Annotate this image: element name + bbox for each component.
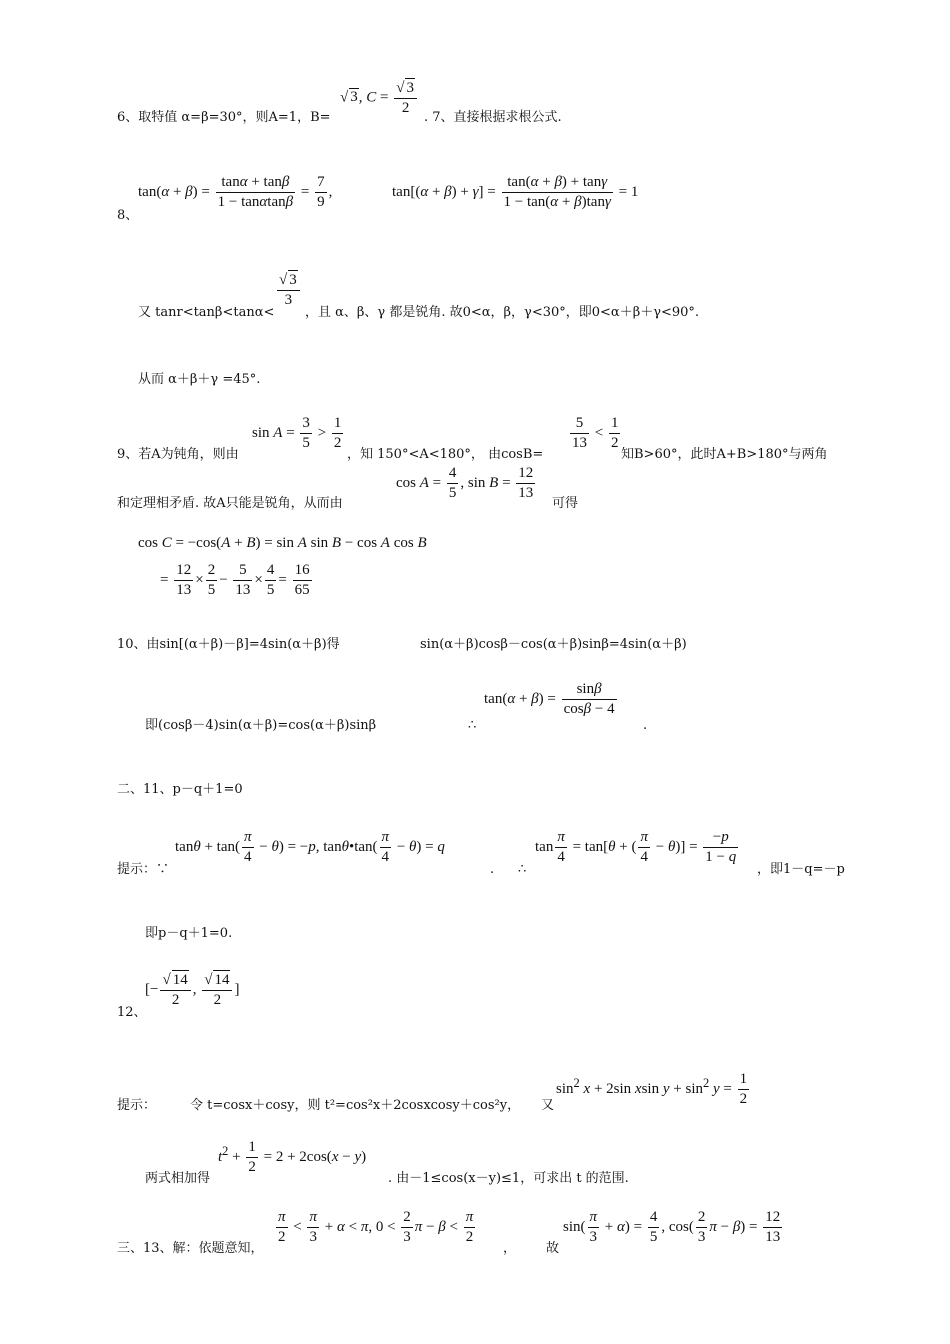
p11-answer: 二、11、p－q＋1=0 xyxy=(117,782,243,797)
p8-formula-1: tan(α + β) = $\frac{\tan\alpha + \tan\beta}{1 - \tan\alpha\tan\beta}$ = $\frac{7}{9}$ , xyxy=(138,174,333,210)
p12b-you: 又 xyxy=(541,1098,555,1113)
p9b-text-start: 和定理相矛盾. 故A只能是锐角，从而由 xyxy=(117,496,343,511)
p9-text-start: 9、若A为钝角，则由 xyxy=(117,447,239,462)
p11b-dot: . xyxy=(490,862,495,877)
p9b-text-end: 可得 xyxy=(552,496,579,511)
p12c-formula: $t^2$ + $\frac{1}{2}$ = 2 + 2cos(x − y) xyxy=(218,1139,367,1175)
p11b-formula-2: tan $\frac{\pi}{4}$ = tan[θ + ( $\frac{\pi}{4}$ − θ)] = $\frac{-p}{1 - q}$ xyxy=(535,829,737,865)
p6-text-start: 6、取特值 α=β=30°，则A=1，B= xyxy=(117,110,331,125)
p8b-formula: $\frac{√ 3}{3}$ xyxy=(275,270,302,310)
p11c-text: 即p－q＋1=0. xyxy=(145,926,233,941)
p9b-formula: cos A = $\frac{4}{5}$ , sin B = $\frac{12}{13}$ xyxy=(396,465,534,501)
p13-text-start: 三、13、解：依题意知， xyxy=(117,1241,264,1256)
p8c-text: 从而 α＋β＋γ =45°. xyxy=(138,372,261,387)
p13-formula-2: sin( $\frac{\pi}{3}$ + α) = $\frac{4}{5}$ , cos( $\frac{2}{3}$ π − β) = $\frac{12}{13}$ xyxy=(563,1209,781,1245)
p9-text-end: 知B>60°，此时A+B>180°与两角 xyxy=(621,447,828,462)
p12c-text-start: 两式相加得 xyxy=(145,1171,211,1186)
p13-formula-1: $\frac{\pi}{2}$ < $\frac{\pi}{3}$ + α < π, 0 < $\frac{2}{3}$ π − β < $\frac{\pi}{2}$ xyxy=(278,1209,474,1245)
p12b-text: 令 t=cosx＋cosy，则 t²=cos²x＋2cosxcosy＋cos²y， xyxy=(190,1098,521,1113)
p10b-text: 即(cosβ－4)sin(α＋β)=cos(α＋β)sinβ xyxy=(145,718,377,733)
p8b-text-start: 又 tanr<tanβ<tanα< xyxy=(138,305,275,320)
p11b-formula-1: tanθ + tan( $\frac{\pi}{4}$ − θ) = −p, tanθ•tan( $\frac{\pi}{4}$ − θ) = q xyxy=(175,829,445,865)
p12b-formula: $\sin^2 x + 2\sin$ xsin $y + \sin^2 y$ = $\frac{1}{2}$ xyxy=(556,1071,748,1107)
p9-text-mid: ，知 150°<A<180°， 由cosB= xyxy=(347,447,544,462)
p10-text-end: sin(α＋β)cosβ－cos(α＋β)sinβ=4sin(α＋β) xyxy=(420,637,687,652)
p13-comma: ， xyxy=(503,1241,517,1256)
p12-label: 12、 xyxy=(117,1005,147,1020)
p8-label: 8、 xyxy=(117,208,139,223)
p11b-text-end: ，即1－q=－p xyxy=(757,862,845,877)
p10b-formula: tan(α + β) = $\frac{\sin\beta}{\cos\beta - 4}$ xyxy=(484,681,615,717)
p9-formula-1: sin A = $\frac{3}{5}$ > $\frac{1}{2}$ xyxy=(252,415,342,451)
p9c-line-1: cos C = −cos(A + B) = sin A sin B − cos A cos B xyxy=(138,535,427,551)
p8-formula-2: tan[(α + β) + γ] = $\frac{\tan(\alpha + \beta) + \tan\gamma}{1 - \tan(\alpha + \beta)\tan\gamma}$ = 1 xyxy=(392,174,639,210)
p11b-label: 提示：∵ xyxy=(117,862,170,877)
p9-formula-2: $\frac{5}{13}$ < $\frac{1}{2}$ xyxy=(572,415,619,451)
p10b-end: . xyxy=(643,718,648,733)
p6-formula: √ 3, C = $\frac{√ 3}{2}$ xyxy=(340,78,419,118)
p13-gu: 故 xyxy=(546,1241,560,1256)
p8b-text-end: ，且 α、β、γ 都是锐角. 故0<α，β，γ<30°，即0<α＋β＋γ<90°. xyxy=(305,305,700,320)
p10-text-start: 10、由sin[(α＋β)－β]=4sin(α＋β)得 xyxy=(117,637,340,652)
p9c-line-2: = $\frac{12}{13}$ × $\frac{2}{5}$ − $\frac{5}{13}$ × $\frac{4}{5}$ = $\frac{16}{65}$ xyxy=(160,562,310,598)
p10b-therefore: ∴ xyxy=(468,718,477,733)
p11b-therefore: ∴ xyxy=(518,862,527,877)
p12b-label: 提示： xyxy=(117,1098,157,1113)
p6-text-end: . 7、直接根据求根公式. xyxy=(424,110,562,125)
p12-formula: [− $\frac{√ 14}{2}$ , $\frac{√ 14}{2}$ ] xyxy=(145,972,240,1008)
p12c-text-end: . 由－1≤cos(x－y)≤1，可求出 t 的范围. xyxy=(388,1171,629,1186)
